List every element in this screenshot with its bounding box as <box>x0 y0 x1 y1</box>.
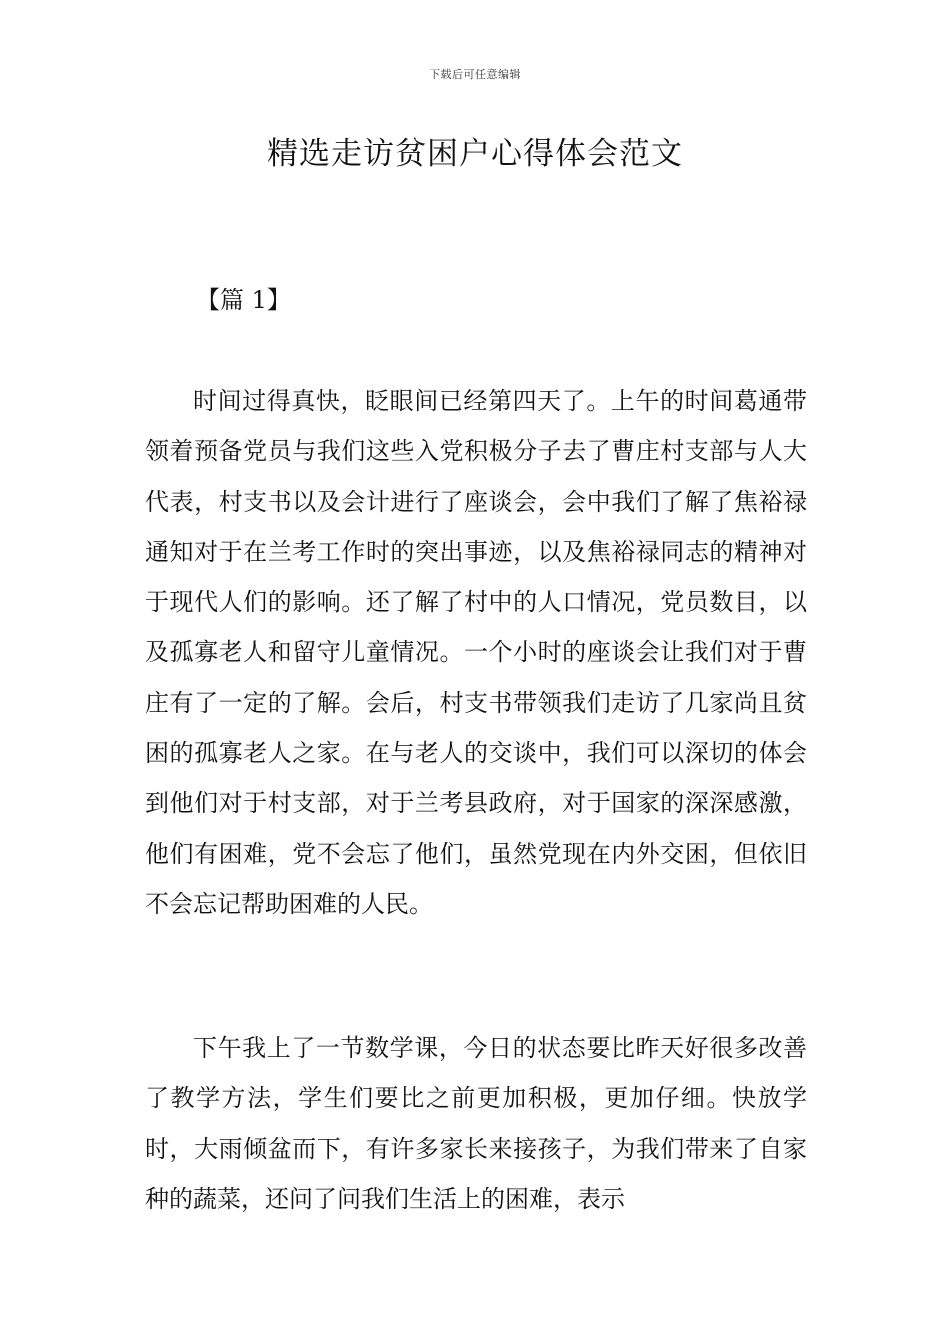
page-header-note: 下载后可任意编辑 <box>429 68 521 81</box>
body-paragraph: 时间过得真快，眨眼间已经第四天了。上午的时间葛通带领着预备党员与我们这些入党积极分子去了曹庄村支部与人大代表，村支书以及会计进行了座谈会，会中我们了解了焦裕禄通知对于在兰考工作时的突出事迹，以及焦裕禄同志的精神对于现代人们的影响。还了解了村中的人口情况，党员数目，以及孤寡老人和留守儿童情况。一个小时的座谈会让我们对于曹庄有了一定的了解。会后，村支书带领我们走访了几家尚且贫困的孤寡老人之家。在与老人的交谈中，我们可以深切的体会到他们对于村支部，对于兰考县政府，对于国家的深深感激，他们有困难，党不会忘了他们，虽然党现在内外交困，但依旧不会忘记帮助困难的人民。 <box>145 387 807 918</box>
body-paragraph: 下午我上了一节数学课，今日的状态要比昨天好很多改善了教学方法，学生们要比之前更加积极，更加仔细。快放学时，大雨倾盆而下，有许多家长来接孩子，为我们带来了自家种的蔬菜，还问了问我们生活上的困难，表示 <box>145 1034 807 1213</box>
document-title: 精选走访贫困户心得体会范文 <box>267 136 683 172</box>
section-label: 【篇 1】 <box>196 286 291 314</box>
